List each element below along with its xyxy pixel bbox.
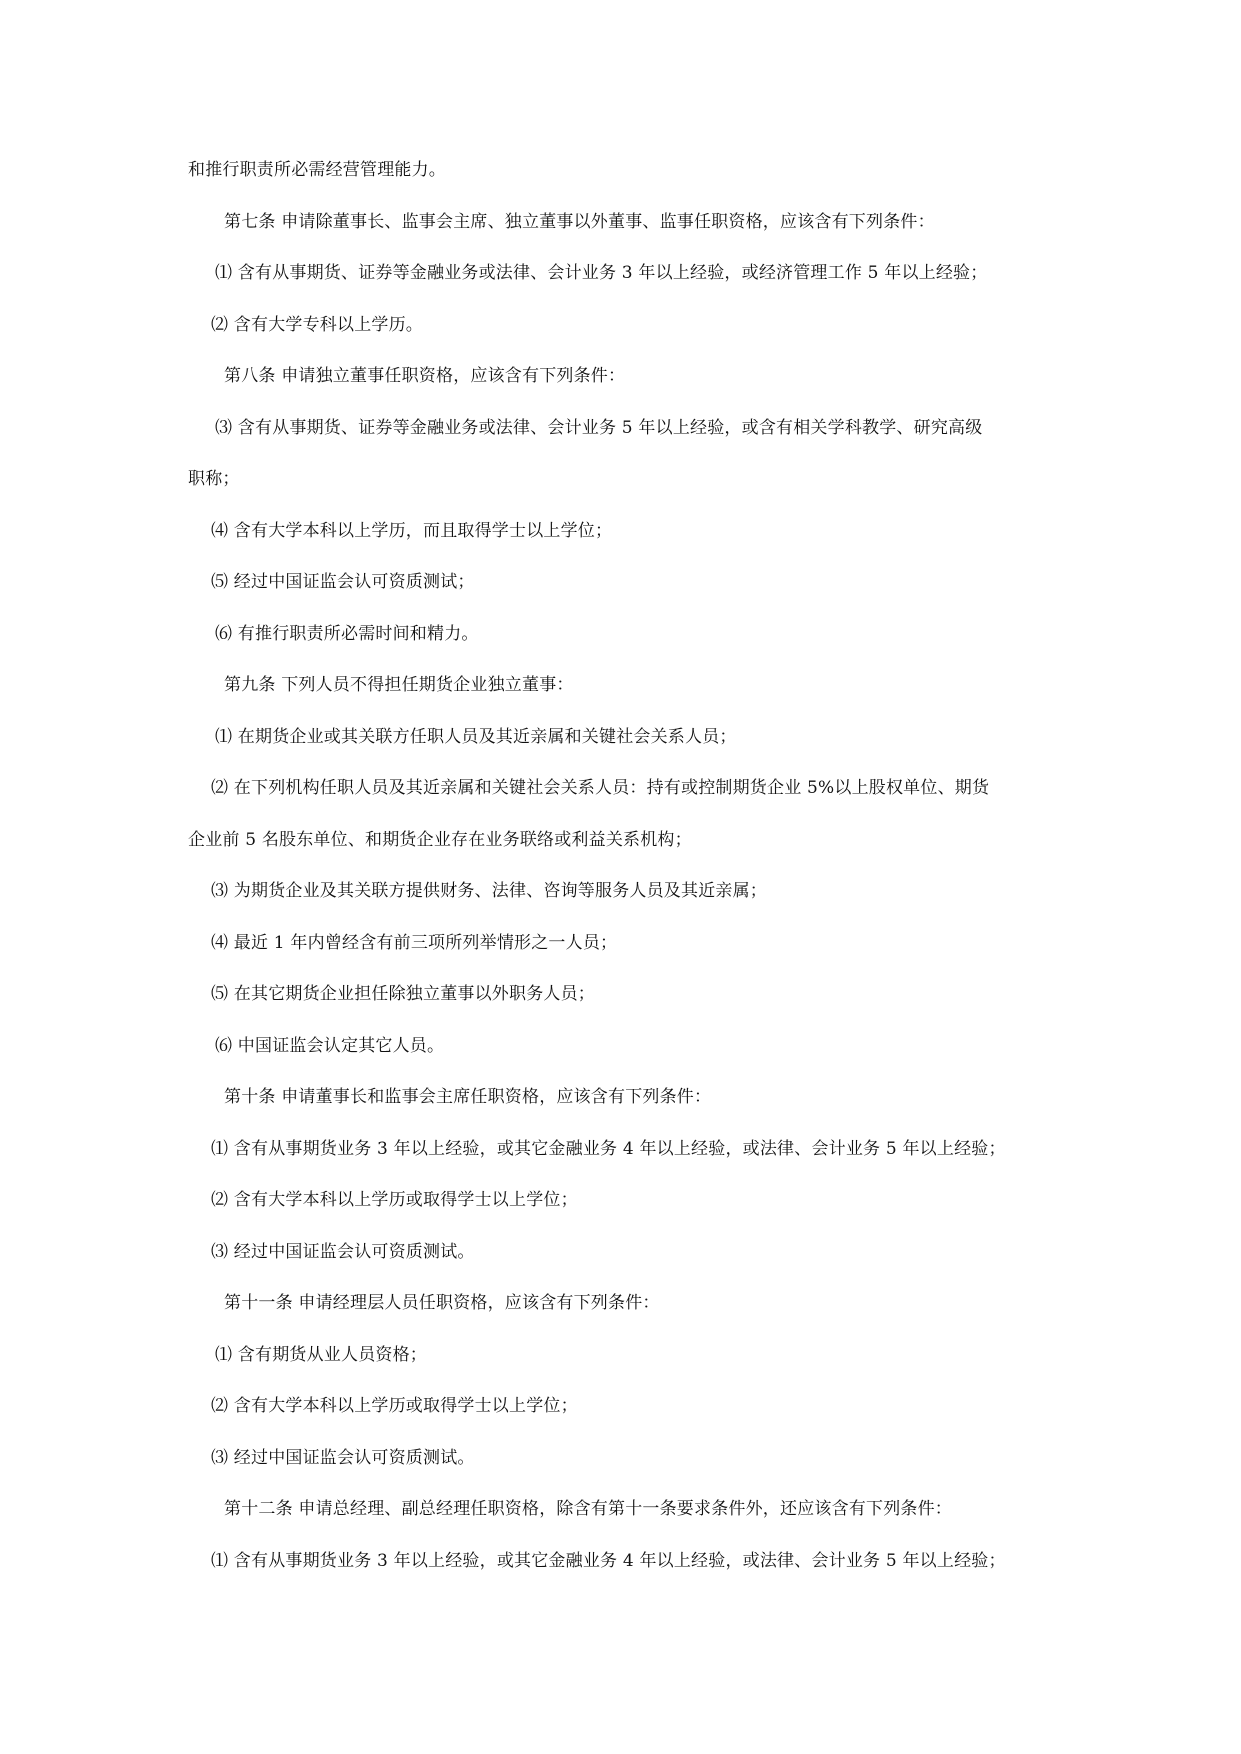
article-11-item-3: ⑶ 经过中国证监会认可资质测试。	[211, 1447, 475, 1468]
article-8-item-6: ⑹ 有推行职责所必需时间和精力。	[215, 623, 479, 644]
article-9-item-5: ⑸ 在其它期货企业担任除独立董事以外职务人员；	[211, 984, 596, 1004]
article-11-heading: 第十一条 申请经理层人员任职资格，应该含有下列条件：	[224, 1293, 660, 1313]
article-12-item-1: ⑴ 含有从事期货业务 3 年以上经验，或其它金融业务 4 年以上经验，或法律、会计业务 5 年以上经验；	[211, 1550, 1006, 1571]
article-8-item-4: ⑷ 含有大学本科以上学历，而且取得学士以上学位；	[211, 520, 613, 541]
article-10-item-3: ⑶ 经过中国证监会认可资质测试。	[211, 1241, 475, 1262]
paragraph-continuation: 和推行职责所必需经营管理能力。	[188, 160, 446, 180]
article-7-item-1: ⑴ 含有从事期货、证券等金融业务或法律、会计业务 3 年以上经验，或经济管理工作 5 年以上经验；	[215, 263, 988, 283]
article-10-heading: 第十条 申请董事长和监事会主席任职资格，应该含有下列条件：	[224, 1087, 712, 1107]
article-11-item-1: ⑴ 含有期货从业人员资格；	[215, 1344, 428, 1365]
article-9-item-3: ⑶ 为期货企业及其关联方提供财务、法律、咨询等服务人员及其近亲属；	[211, 881, 768, 901]
article-9-item-2: ⑵ 在下列机构任职人员及其近亲属和关键社会关系人员：持有或控制期货企业 5%以上股权单位、期货	[211, 778, 990, 798]
article-8-item-5: ⑸ 经过中国证监会认可资质测试；	[211, 572, 475, 592]
article-9-item-2-continuation: 企业前 5 名股东单位、和期货企业存在业务联络或利益关系机构；	[188, 829, 692, 850]
article-12-heading: 第十二条 申请总经理、副总经理任职资格，除含有第十一条要求条件外，还应该含有下列条件：	[224, 1499, 953, 1519]
article-8-item-3-continuation: 职称；	[188, 469, 240, 489]
article-8-item-3: ⑶ 含有从事期货、证券等金融业务或法律、会计业务 5 年以上经验，或含有相关学科教学、研究高级	[215, 417, 983, 438]
article-9-item-1: ⑴ 在期货企业或其关联方任职人员及其近亲属和关键社会关系人员；	[215, 726, 737, 747]
article-10-item-1: ⑴ 含有从事期货业务 3 年以上经验，或其它金融业务 4 年以上经验，或法律、会计业务 5 年以上经验；	[211, 1138, 1006, 1159]
article-7-heading: 第七条 申请除董事长、监事会主席、独立董事以外董事、监事任职资格，应该含有下列条件：	[224, 211, 935, 232]
document-body	[188, 158, 1058, 1600]
article-9-item-4: ⑷ 最近 1 年内曾经含有前三项所列举情形之一人员；	[211, 932, 618, 953]
article-11-item-2: ⑵ 含有大学本科以上学历或取得学士以上学位；	[211, 1396, 578, 1416]
article-7-item-2: ⑵ 含有大学专科以上学历。	[211, 314, 424, 335]
article-8-heading: 第八条 申请独立董事任职资格，应该含有下列条件：	[224, 366, 626, 386]
article-9-item-6: ⑹ 中国证监会认定其它人员。	[215, 1035, 445, 1056]
article-10-item-2: ⑵ 含有大学本科以上学历或取得学士以上学位；	[211, 1190, 578, 1210]
article-9-heading: 第九条 下列人员不得担任期货企业独立董事：	[224, 675, 574, 695]
